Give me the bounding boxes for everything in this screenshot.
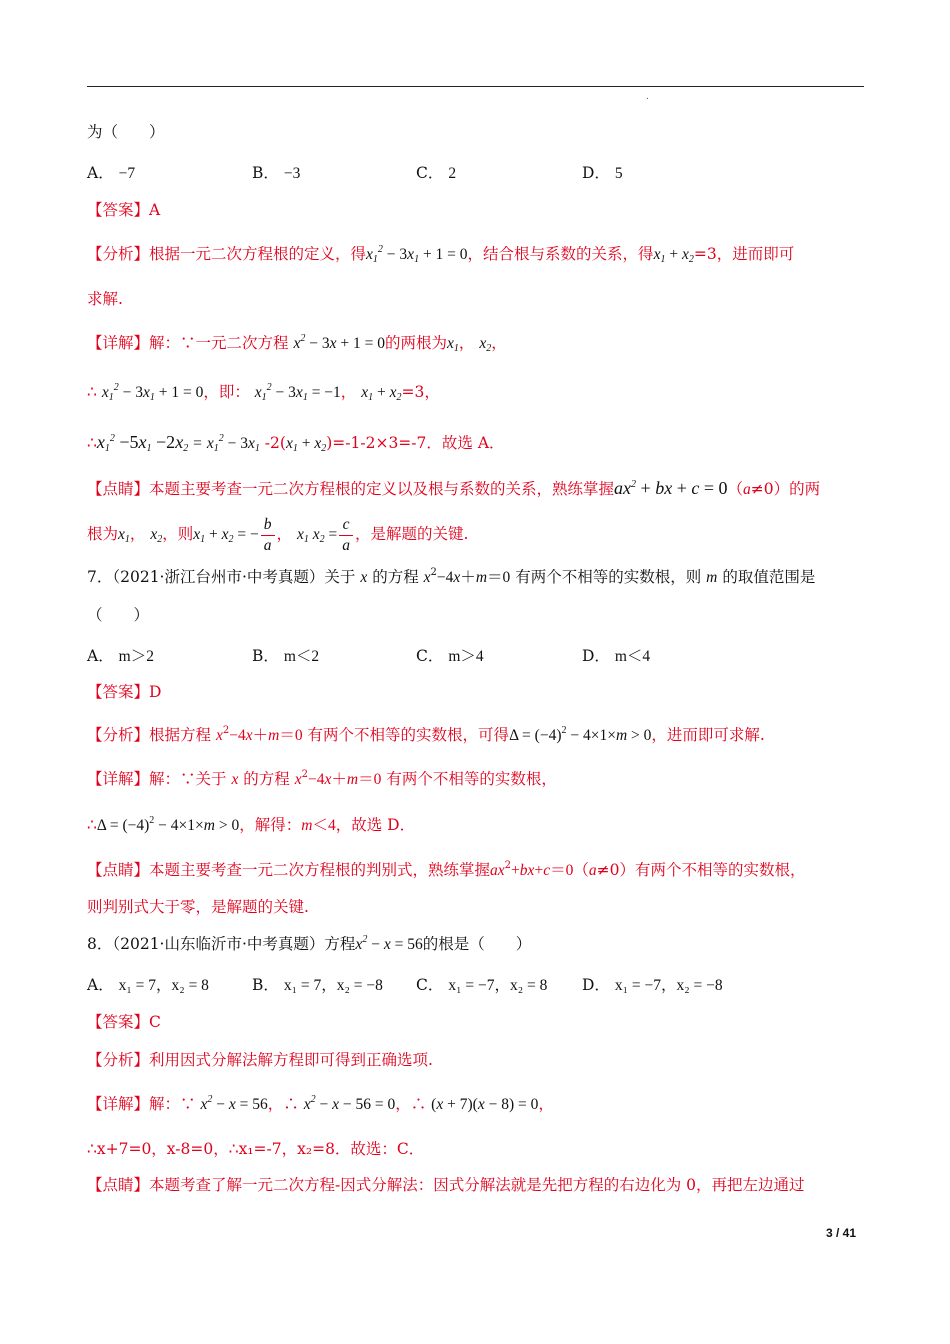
q7-option-c: C． m＞4 (416, 647, 484, 665)
prev-option-d: D． 5 (582, 164, 623, 182)
header-rule (87, 86, 864, 87)
q7-stem: 7．（2021·浙江台州市·中考真题）关于 x 的方程 $x^2-4x+m=0$ 有两个不相等的实数根，则 m 的取值范围是 (87, 567, 816, 586)
q7-answer: 【答案】D (87, 683, 162, 701)
q8-option-a: A． x₁ = 7，x₂ = 8 (87, 976, 209, 994)
q8-therefore: ∴x+7=0，x-8=0，∴x₁=-7，x₂=8．故选：C． (87, 1140, 425, 1158)
prev-question-tail: 为（ ） (87, 123, 165, 141)
prev-option-b: B． −3 (252, 164, 301, 182)
q7-comment-cont: 则判别式大于零，是解题的关键. (87, 898, 309, 916)
prev-comment: 【点睛】本题主要考查一元二次方程根的定义以及根与系数的关系，熟练掌握$ax^2$ + bx + c = 0（a≠0）的两 (87, 478, 821, 498)
prev-therefore-2: $\therefore x_1^2 -5x_1 -2x_2 = x_1^2 - 3x_1$ $-2(x_1 + x_2)=-1-2\times 3=-7$．故选 A． (87, 432, 505, 454)
prev-comment-cont: 根为$x_1$， $x_2$，则$x_1 + x_2$ = − $\frac{b}{a}$ ， $x_1$ $x_2$ = $\frac{c}{a}$ ，是解题的关键. (87, 515, 469, 554)
q7-option-b: B． m＜2 (252, 647, 320, 665)
q7-stem-paren: （ ） (87, 606, 150, 624)
prev-detail: 【详解】解：∵一元二次方程 $x^2 - 3x + 1 = 0$的两根为$x_1$， $x_2$， (87, 333, 507, 354)
q8-option-b: B． x₁ = 7，x₂ = −8 (252, 976, 383, 994)
q8-comment: 【点睛】本题考查了解一元二次方程-因式分解法：因式分解法就是先把方程的右边化为 0，再把左边通过 (87, 1176, 805, 1194)
prev-analysis-cont: 求解. (87, 290, 123, 308)
q8-option-c: C． x₁ = −7，x₂ = 8 (416, 976, 548, 994)
header-dot: . (646, 92, 649, 102)
q8-answer: 【答案】C (87, 1013, 161, 1031)
q8-detail: 【详解】解：∵ $x^2 - x = 56$，∴ $x^2 - x - 56 = 0$，∴ (x + 7)(x − 8) = 0， (87, 1094, 554, 1113)
q7-therefore: ∴Δ = $(-4)^2 - 4\times 1\times m > 0$，解得：m＜4，故选 D． (87, 815, 416, 834)
q7-option-d: D． m＜4 (582, 647, 651, 665)
prev-option-a: A． −7 (87, 164, 136, 182)
q8-option-d: D． x₁ = −7，x₂ = −8 (582, 976, 723, 994)
prev-answer: 【答案】A (87, 201, 161, 219)
q8-stem: 8．（2021·山东临沂市·中考真题）方程$x^2 - x = 56$的根是（ ） (87, 934, 532, 953)
q7-detail: 【详解】解：∵关于 x 的方程 $x^2-4x+m=0$ 有两个不相等的实数根， (87, 769, 557, 788)
prev-option-c: C． 2 (416, 164, 457, 182)
prev-therefore-1: ∴ $x_1^2 - 3x_1 + 1 = 0$，即： $x_1^2 - 3x_1 = -1$， $x_1 + x_2=3$， (87, 382, 440, 403)
q7-analysis: 【分析】根据方程 $x^2-4x+m=0$ 有两个不相等的实数根，可得$\Delta = (-4)^2 - 4\times 1\times m > 0$，进而即可求解. (87, 725, 765, 744)
q8-analysis: 【分析】利用因式分解法解方程即可得到正确选项. (87, 1051, 433, 1069)
page-number: 3 / 41 (826, 1226, 857, 1240)
prev-analysis: 【分析】根据一元二次方程根的定义，得$x_1^2 - 3x_1 + 1 = 0$，结合根与系数的关系，得$x_1 + x_2=3$，进而即可 (87, 244, 795, 265)
q7-option-a: A． m＞2 (87, 647, 154, 665)
q7-comment: 【点睛】本题主要考查一元二次方程根的判别式，熟练掌握$ax^2+bx+c=0(a\ne 0)$有两个不相等的实数根， (87, 860, 806, 879)
